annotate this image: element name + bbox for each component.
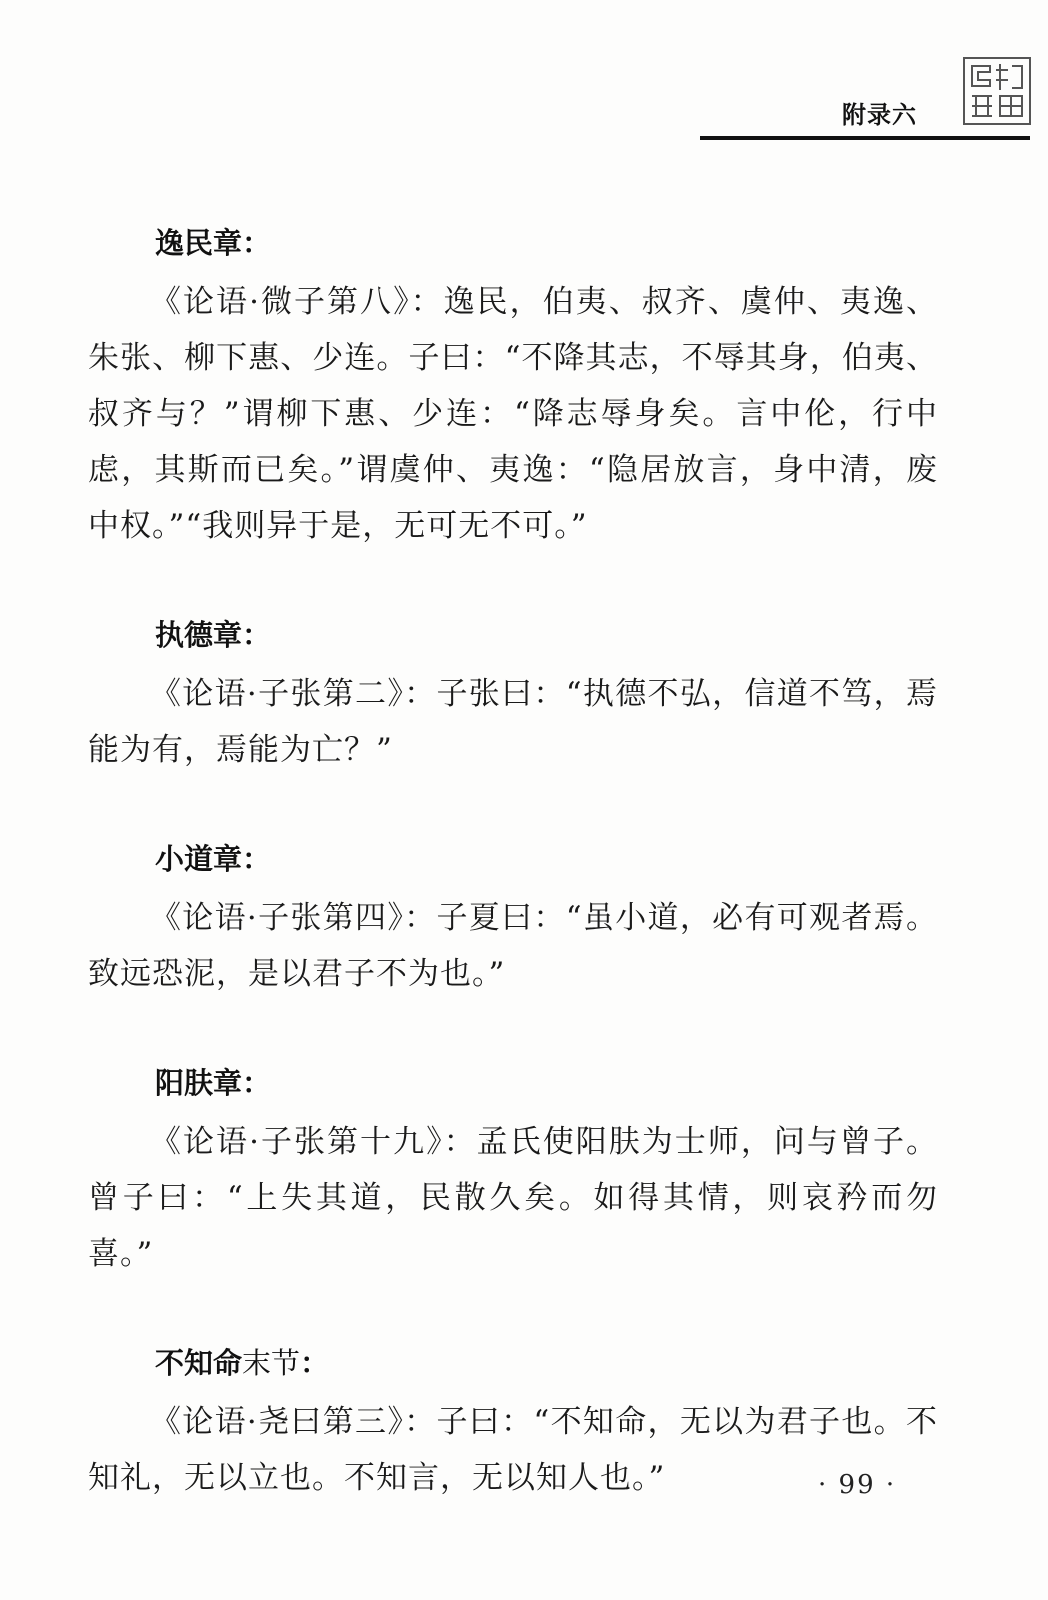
seal-logo <box>962 56 1032 126</box>
section-yimin <box>88 220 938 554</box>
section-body: 《论语·子张第十九》：孟氏使阳肤为士师，问与曾子。曾子曰：“上失其道，民散久矣。如得其情，则哀矜而勿喜。” <box>88 1124 938 1272</box>
main-content <box>88 220 938 1564</box>
section-body: 《论语·尧曰第三》：子曰：“不知命，无以为君子也。不知礼，无以立也。不知言，无以知人也。” <box>88 1404 938 1496</box>
section-title: 小道章： <box>155 842 272 876</box>
section-title-main: 不知命 <box>155 1346 243 1380</box>
running-header-title: 附录六 <box>842 101 917 129</box>
section-zhide <box>88 612 938 778</box>
section-body: 《论语·子张第二》：子张曰：“执德不弘，信道不笃，焉能为有，焉能为亡？” <box>88 676 938 768</box>
section-body: 《论语·微子第八》：逸民，伯夷、叔齐、虞仲、夷逸、朱张、柳下惠、少连。子曰：“不降其志，不辱其身，伯夷、叔齐与？”谓柳下惠、少连：“降志辱身矣。言中伦，行中虑，其斯而已矣。”谓虞仲、夷逸：“隐居放言，身中清，废中权。”“我则异于是，无可无不可。” <box>88 284 938 544</box>
section-buzhiming <box>88 1340 938 1506</box>
section-title <box>88 1340 938 1386</box>
page-number: · 99 · <box>818 1470 897 1500</box>
section-title: 阳肤章： <box>155 1066 272 1100</box>
section-title-colon: ： <box>300 1346 330 1380</box>
header-rule <box>700 136 1030 140</box>
section-body: 《论语·子张第四》：子夏曰：“虽小道，必有可观者焉。致远恐泥，是以君子不为也。” <box>88 900 938 992</box>
section-title: 逸民章： <box>155 226 272 260</box>
section-xiaodao <box>88 836 938 1002</box>
section-title: 执德章： <box>155 618 272 652</box>
section-title-note: 末节 <box>242 1346 301 1380</box>
section-yangfu <box>88 1060 938 1282</box>
